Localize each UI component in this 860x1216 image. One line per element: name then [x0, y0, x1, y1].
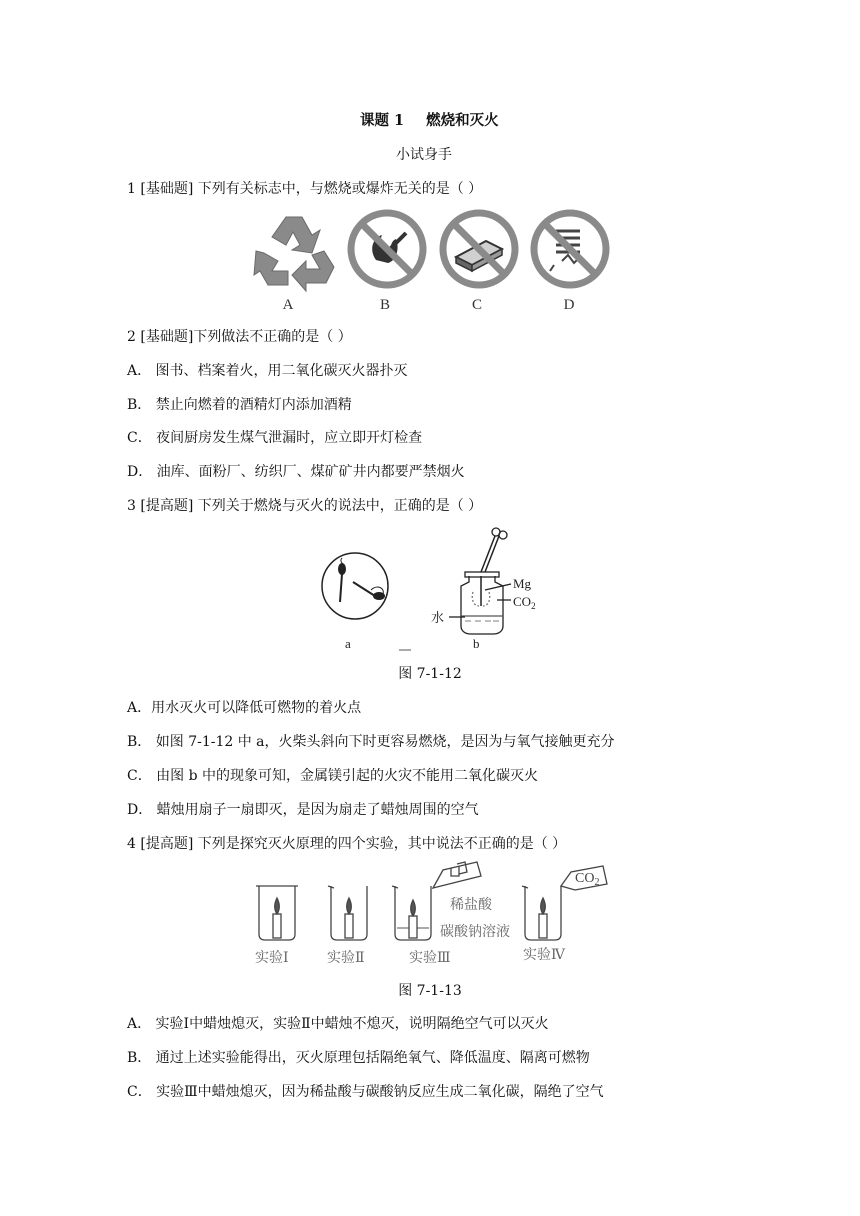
no-fire-icon — [351, 213, 423, 285]
experiment-2-figure — [328, 886, 367, 940]
mg-label: Mg — [513, 576, 532, 591]
solution-label: 碳酸钠溶液 — [440, 925, 510, 940]
option-label-c: C — [471, 297, 483, 313]
match-figure-a — [322, 553, 388, 619]
water-label: 水 — [431, 610, 445, 625]
exp3-label: 实验Ⅲ — [409, 951, 451, 966]
option-label-b: B — [379, 297, 391, 313]
q3-option-c: C． 由图 b 中的现象可知，金属镁引起的火灾不能用二氧化碳灭火 — [127, 768, 539, 784]
q3-figure — [315, 524, 555, 654]
q4-option-c: C． 实验Ⅲ中蜡烛熄灭，因为稀盐酸与碳酸钠反应生成二氧化碳，隔绝了空气 — [127, 1084, 604, 1100]
page-title — [360, 112, 499, 130]
co2-label: $CO_2$ — [575, 871, 600, 888]
title-text: 燃烧和灭火 — [426, 112, 499, 129]
q4-figure — [245, 858, 615, 970]
q2-option-b: B． 禁止向燃着的酒精灯内添加酒精 — [127, 397, 352, 413]
co2-label: $CO_2$ — [513, 594, 536, 611]
q1-figure — [250, 205, 620, 315]
option-label-d: D — [563, 297, 575, 313]
q4-caption: 图 7-1-13 — [398, 983, 462, 999]
q2-option-c: C． 夜间厨房发生煤气泄漏时，应立即开灯检查 — [127, 430, 423, 446]
recycle-icon — [254, 217, 334, 291]
q4-option-a: A． 实验Ⅰ中蜡烛熄灭，实验Ⅱ中蜡烛不熄灭，说明隔绝空气可以灭火 — [127, 1016, 549, 1032]
q2-option-a: A． 图书、档案着火，用二氧化碳灭火器扑灭 — [127, 363, 408, 379]
q2-option-d: D． 油库、面粉厂、纺织厂、煤矿矿井内都要严禁烟火 — [127, 464, 465, 480]
fig-b-label: b — [473, 636, 480, 651]
acid-label: 稀盐酸 — [450, 898, 492, 913]
page-subtitle: 小试身手 — [396, 147, 452, 163]
q4-stem: 4 [提高题] 下列是探究灭火原理的四个实验，其中说法不正确的是（ ） — [127, 836, 567, 852]
title-number: 课题 1 — [360, 112, 405, 129]
q1-stem: 1 [基础题] 下列有关标志中，与燃烧或爆炸无关的是（ ） — [127, 181, 483, 197]
experiment-1-figure — [256, 886, 298, 940]
exp4-label: 实验Ⅳ — [523, 948, 565, 963]
exp2-label: 实验Ⅱ — [327, 951, 365, 966]
option-label-a: A — [282, 297, 294, 313]
exp1-label: 实验Ⅰ — [255, 951, 289, 966]
q3-option-d: D． 蜡烛用扇子一扇即灭，是因为扇走了蜡烛周围的空气 — [127, 802, 479, 818]
q3-option-b: B． 如图 7-1-12 中 a，火柴头斜向下时更容易燃烧，是因为与氧气接触更充分 — [127, 734, 615, 750]
q3-option-a: A．用水灭火可以降低可燃物的着火点 — [127, 700, 362, 716]
no-fireworks-icon — [534, 213, 606, 285]
q2-stem: 2 [基础题]下列做法不正确的是（ ） — [127, 329, 352, 345]
fig-a-label: a — [345, 636, 351, 651]
q3-caption: 图 7-1-12 — [398, 666, 462, 682]
q3-stem: 3 [提高题] 下列关于燃烧与灭火的说法中，正确的是（ ） — [127, 498, 483, 514]
no-matches-icon — [443, 213, 515, 285]
mg-in-co2-figure-b — [449, 528, 511, 634]
q4-option-b: B． 通过上述实验能得出，灭火原理包括隔绝氧气、降低温度、隔离可燃物 — [127, 1050, 590, 1066]
